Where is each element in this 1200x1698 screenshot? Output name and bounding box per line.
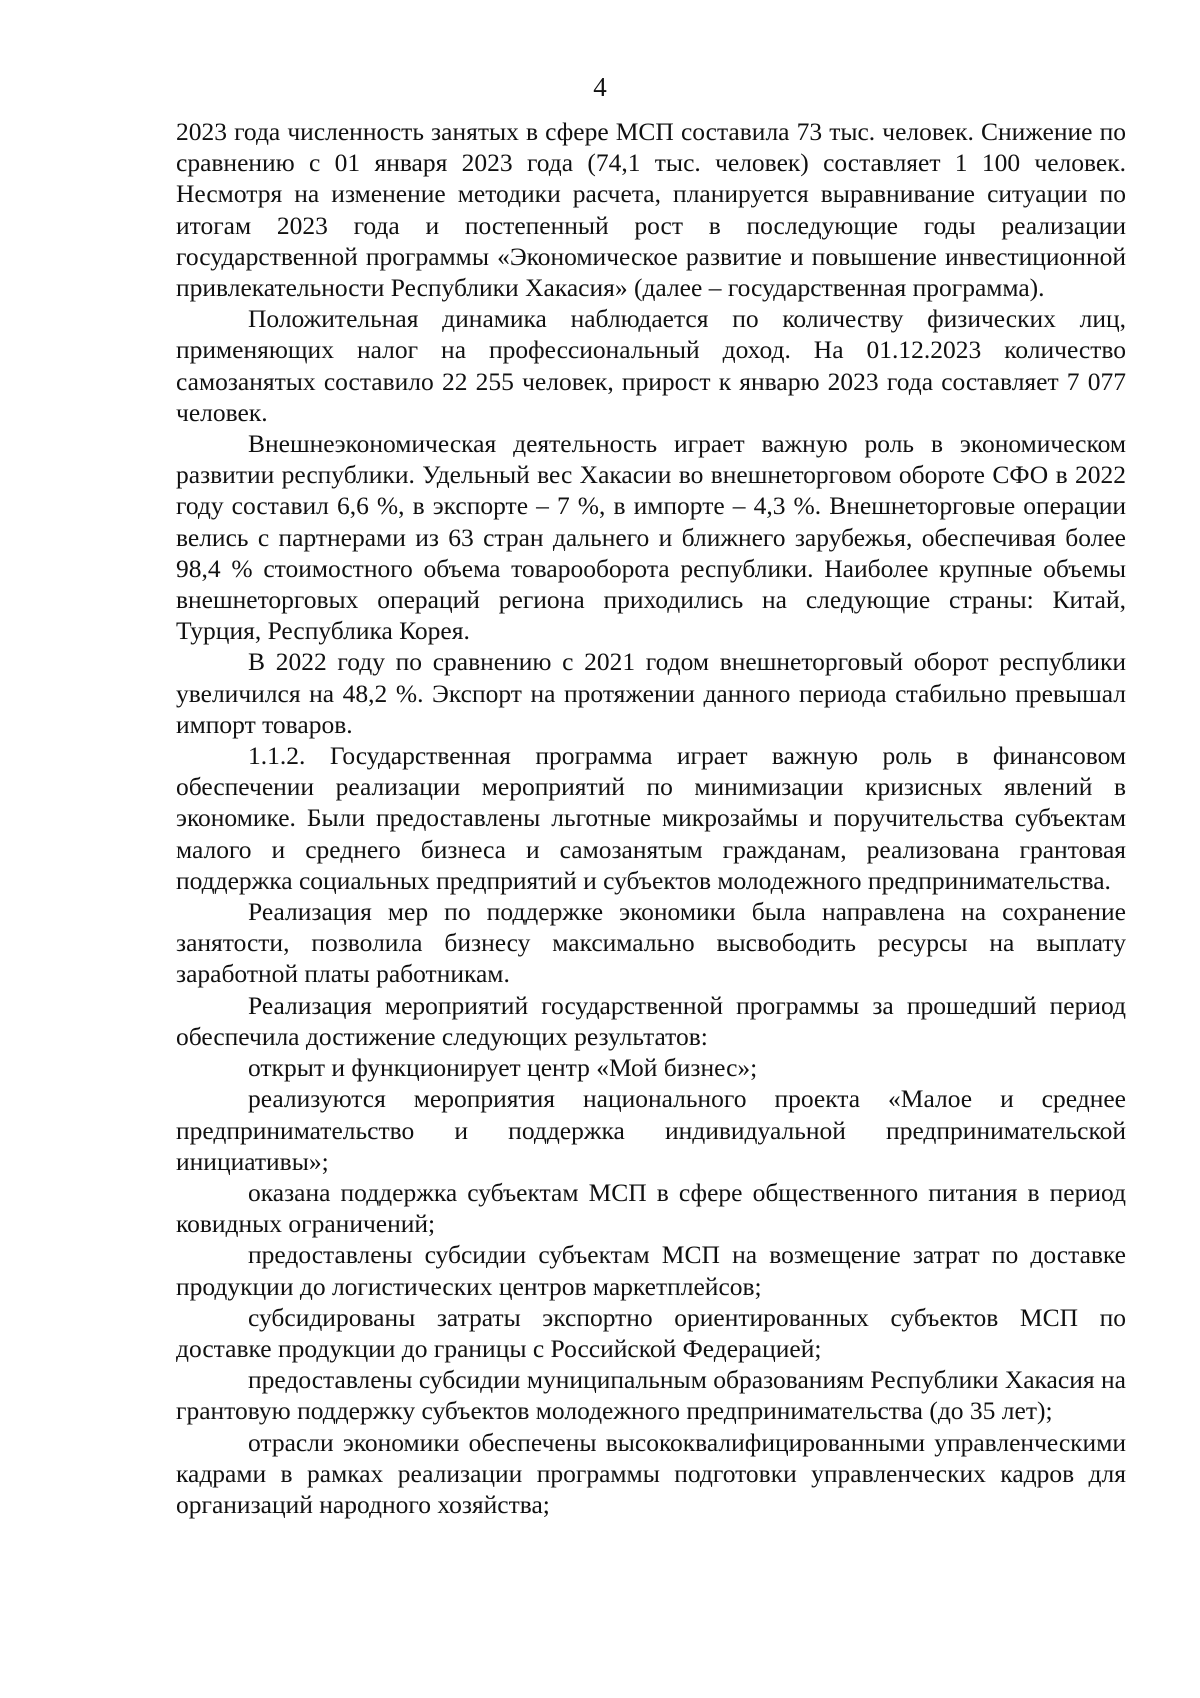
paragraph-foreign-trade: Внешнеэкономическая деятельность играет важную роль в экономическом развитии республики. Удельный вес Хакасии во внешнеторговом обороте СФО в 2022 году составил 6,6 %, в экспорте – 7 %, в импорте – 4,3 %. Внешнеторговые операции велись с партнерами из 63 стран дальнего и ближнего зарубежья, обеспечивая более 98,4 % стоимостного объема товарооборота республики. Наиболее крупные объемы внешнеторговых операций региона приходились на следующие страны: Китай, Турция, Республика Корея.	[176, 429, 1126, 646]
paragraph-self-employed: Положительная динамика наблюдается по количеству физических лиц, применяющих налог на профессиональный доход. На 01.12.2023 количество самозанятых составило 22 255 человек, прирост к январю 2023 года составляет 7 077 человек.	[176, 304, 1126, 427]
paragraph-section-1-1-2: 1.1.2. Государственная программа играет важную роль в финансовом обеспечении реализации мероприятий по минимизации кризисных явлений в экономике. Были предоставлены льготные микрозаймы и поручительства субъектам малого и среднего бизнеса и самозанятым гражданам, реализована грантовая поддержка социальных предприятий и субъектов молодежного предпринимательства.	[176, 741, 1126, 895]
list-item: реализуются мероприятия национального проекта «Малое и среднее предпринимательство и поддержка индивидуальной предпринимательской инициативы»;	[176, 1084, 1126, 1176]
paragraph-results-intro: Реализация мероприятий государственной программы за прошедший период обеспечила достижение следующих результатов:	[176, 990, 1126, 1051]
list-item: предоставлены субсидии муниципальным образованиям Республики Хакасия на грантовую поддержку субъектов молодежного предпринимательства (до 35 лет);	[176, 1365, 1126, 1426]
paragraph-trade-turnover: В 2022 году по сравнению с 2021 годом внешнеторговый оборот республики увеличился на 48,2 %. Экспорт на протяжении данного периода стабильно превышал импорт товаров.	[176, 647, 1126, 739]
list-item: оказана поддержка субъектам МСП в сфере общественного питания в период ковидных ограничений;	[176, 1177, 1126, 1239]
document-body	[176, 116, 1126, 1520]
list-item: открыт и функционирует центр «Мой бизнес»;	[248, 1053, 758, 1083]
page-number: 4	[593, 72, 607, 102]
list-item: предоставлены субсидии субъектам МСП на возмещение затрат по доставке продукции до логистических центров маркетплейсов;	[176, 1240, 1126, 1301]
list-item: субсидированы затраты экспортно ориентированных субъектов МСП по доставке продукции до границы с Российской Федерацией;	[176, 1302, 1126, 1363]
paragraph-support-measures: Реализация мер по поддержке экономики была направлена на сохранение занятости, позволила бизнесу максимально высвободить ресурсы на выплату заработной платы работникам.	[176, 897, 1126, 989]
list-item: отрасли экономики обеспечены высококвалифицированными управленческими кадрами в рамках реализации программы подготовки управленческих кадров для организаций народного хозяйства;	[176, 1427, 1126, 1519]
paragraph-continuation: 2023 года численность занятых в сфере МСП составила 73 тыс. человек. Снижение по сравнению с 01 января 2023 года (74,1 тыс. человек) составляет 1 100 человек. Несмотря на изменение методики расчета, планируется выравнивание ситуации по итогам 2023 года и постепенный рост в последующие годы реализации государственной программы «Экономическое развитие и повышение инвестиционной привлекательности Республики Хакасия» (далее – государственная программа).	[176, 117, 1126, 303]
